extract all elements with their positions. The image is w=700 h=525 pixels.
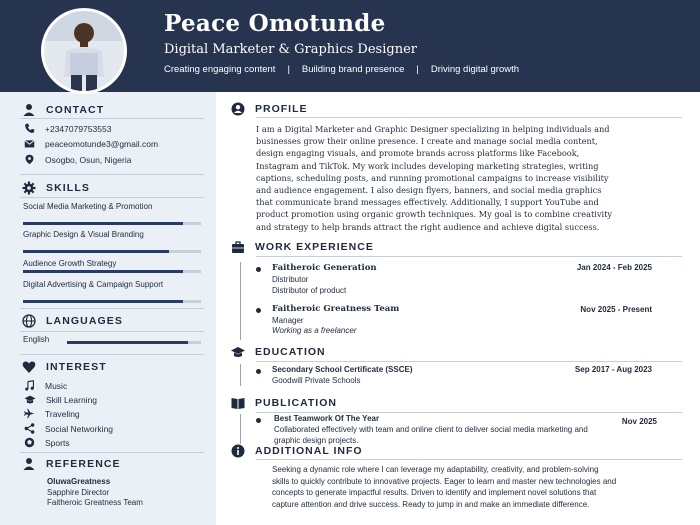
candidate-title: Digital Marketer & Graphics Designer <box>164 42 417 57</box>
reference-name: OluwaGreatness <box>47 477 111 486</box>
tagline-row <box>164 64 519 75</box>
publication-date: Nov 2025 <box>621 417 657 426</box>
section-divider <box>20 354 204 355</box>
language-bar <box>67 341 201 344</box>
language-label: English <box>23 335 50 344</box>
skill-bar <box>23 300 201 303</box>
language-bar-fill <box>67 341 188 344</box>
heart-icon <box>22 360 36 374</box>
reference-heading-label: REFERENCE <box>46 458 121 470</box>
publication-desc: Collaborated effectively with team and online client to deliver social media marketing and graphic design projects. <box>274 425 588 445</box>
contact-heading <box>22 103 104 117</box>
interest-label: Sports <box>45 437 70 448</box>
job-detail: Working as a freelancer <box>272 326 357 335</box>
job-dates: Nov 2025 - Present <box>580 305 652 314</box>
contact-phone[interactable] <box>24 123 111 134</box>
graduation-cap-icon <box>24 394 36 405</box>
work-experience-heading-label: WORK EXPERIENCE <box>255 241 374 253</box>
location-icon <box>24 154 35 165</box>
gear-icon <box>22 181 36 195</box>
work-experience-heading <box>231 240 374 254</box>
interest-label: Skill Learning <box>46 394 98 405</box>
interest-heading-label: INTEREST <box>46 361 107 373</box>
section-divider <box>256 361 682 362</box>
interest-label: Social Networking <box>45 423 114 434</box>
job-company: Faitheroic Generation <box>272 263 377 273</box>
profile-summary: I am a Digital Marketer and Graphic Designer specializing in helping individuals and businesses grow their online presence. I create and manage social media content, design engaging visuals, and promote brands across platforms like Facebook, Instagram and TikTok. My work includes developing marketing strategies, writing captions, scheduling posts, and running promotional campaigns to increase visibility and audience engagement. I also design flyers, banners, and social media graphics that communicate brand messages effectively. Additionally, I support YouTube and product promotion using organic growth techniques. My goal is to combine creativity and strategy to help brands attract the right audience and achieve digital success. <box>256 124 613 232</box>
skill-label: Audience Growth Strategy <box>23 259 117 268</box>
candidate-name: Peace Omotunde <box>164 10 386 37</box>
info-icon <box>231 444 245 458</box>
interest-item <box>24 437 70 448</box>
skill-bar <box>23 250 201 253</box>
languages-heading <box>22 314 123 328</box>
profile-photo <box>41 8 127 94</box>
graduation-cap-icon <box>231 345 245 359</box>
timeline-dot <box>256 308 261 313</box>
section-divider <box>20 118 204 119</box>
location-text: Osogbo, Osun, Nigeria <box>45 154 132 165</box>
skill-label: Graphic Design & Visual Branding <box>23 230 144 239</box>
share-icon <box>24 423 35 434</box>
interest-item <box>24 423 113 434</box>
section-divider <box>256 117 682 118</box>
email-icon <box>24 138 35 149</box>
skills-heading-label: SKILLS <box>46 182 90 194</box>
additional-info-heading-label: ADDITIONAL INFO <box>255 445 363 457</box>
job-role: Distributor <box>272 275 309 284</box>
interest-item <box>24 408 80 419</box>
languages-heading-label: LANGUAGES <box>46 315 123 327</box>
interest-item <box>24 394 97 405</box>
experience-timeline <box>240 262 241 340</box>
skill-label: Digital Advertising & Campaign Support <box>23 280 164 289</box>
education-dates: Sep 2017 - Aug 2023 <box>574 365 652 374</box>
plane-icon <box>24 408 35 419</box>
interest-heading <box>22 360 107 374</box>
additional-info-text: Seeking a dynamic role where I can leverage my adaptability, creativity, and problem-solving skills to quickly contribute to innovative projects. Eager to learn and master new technologies and concepts to generate impactful results. Driven to identify and implement novel solutions that capture attention and drive success. Ready to jump in and make an immediate difference. <box>272 465 617 509</box>
job-dates: Jan 2024 - Feb 2025 <box>576 263 652 272</box>
skill-bar <box>23 222 201 225</box>
interest-label: Traveling <box>45 408 80 419</box>
tagline-separator: | <box>416 64 419 75</box>
section-divider <box>20 174 204 175</box>
publication-timeline <box>240 414 241 444</box>
person-icon <box>231 102 245 116</box>
reference-org: Faitheroic Greatness Team <box>47 498 143 507</box>
section-divider <box>256 412 682 413</box>
section-divider <box>256 459 682 460</box>
email-text: peaceomotunde3@gmail.com <box>45 138 159 149</box>
timeline-dot <box>256 369 261 374</box>
globe-icon <box>22 314 36 328</box>
section-divider <box>20 452 204 453</box>
reference-role: Sapphire Director <box>47 488 110 497</box>
interest-label: Music <box>45 380 68 391</box>
timeline-dot <box>256 267 261 272</box>
tagline-separator: | <box>287 64 290 75</box>
contact-email[interactable] <box>24 138 158 149</box>
section-divider <box>20 197 204 198</box>
section-divider <box>20 308 204 309</box>
skills-heading <box>22 181 90 195</box>
interest-item <box>24 380 67 391</box>
education-heading-label: EDUCATION <box>255 346 326 358</box>
phone-icon <box>24 123 35 134</box>
phone-text: +2347079753553 <box>45 123 112 134</box>
publication-title: Best Teamwork Of The Year <box>274 414 380 423</box>
tagline: Driving digital growth <box>430 64 520 75</box>
timeline-dot <box>256 418 261 423</box>
education-timeline <box>240 364 241 386</box>
book-icon <box>231 396 245 410</box>
profile-photo-image <box>44 11 124 91</box>
education-title: Secondary School Certificate (SSCE) <box>272 365 413 374</box>
job-company: Faitheroic Greatness Team <box>272 304 400 314</box>
ball-icon <box>24 437 35 448</box>
profile-heading-label: PROFILE <box>255 103 308 115</box>
skill-bar-fill <box>23 222 183 225</box>
section-divider <box>20 331 204 332</box>
contact-location <box>24 154 131 165</box>
contact-heading-label: CONTACT <box>46 104 105 116</box>
job-role: Manager <box>272 316 304 325</box>
skill-bar-fill <box>23 270 183 273</box>
profile-heading <box>231 102 308 116</box>
additional-info-heading <box>231 444 363 458</box>
education-school: Goodwill Private Schools <box>272 376 361 385</box>
skill-bar <box>23 270 201 273</box>
section-divider <box>256 256 682 257</box>
reference-heading <box>22 457 121 471</box>
briefcase-icon <box>231 240 245 254</box>
tagline: Creating engaging content <box>164 64 276 75</box>
skill-label: Social Media Marketing & Promotion <box>23 202 153 211</box>
tagline: Building brand presence <box>301 64 405 75</box>
publication-heading-label: PUBLICATION <box>255 397 337 409</box>
skill-bar-fill <box>23 300 183 303</box>
publication-heading <box>231 396 337 410</box>
person-icon <box>22 457 36 471</box>
education-heading <box>231 345 326 359</box>
job-detail: Distributor of product <box>272 286 347 295</box>
skill-bar-fill <box>23 250 169 253</box>
person-icon <box>22 103 36 117</box>
music-icon <box>24 380 35 391</box>
